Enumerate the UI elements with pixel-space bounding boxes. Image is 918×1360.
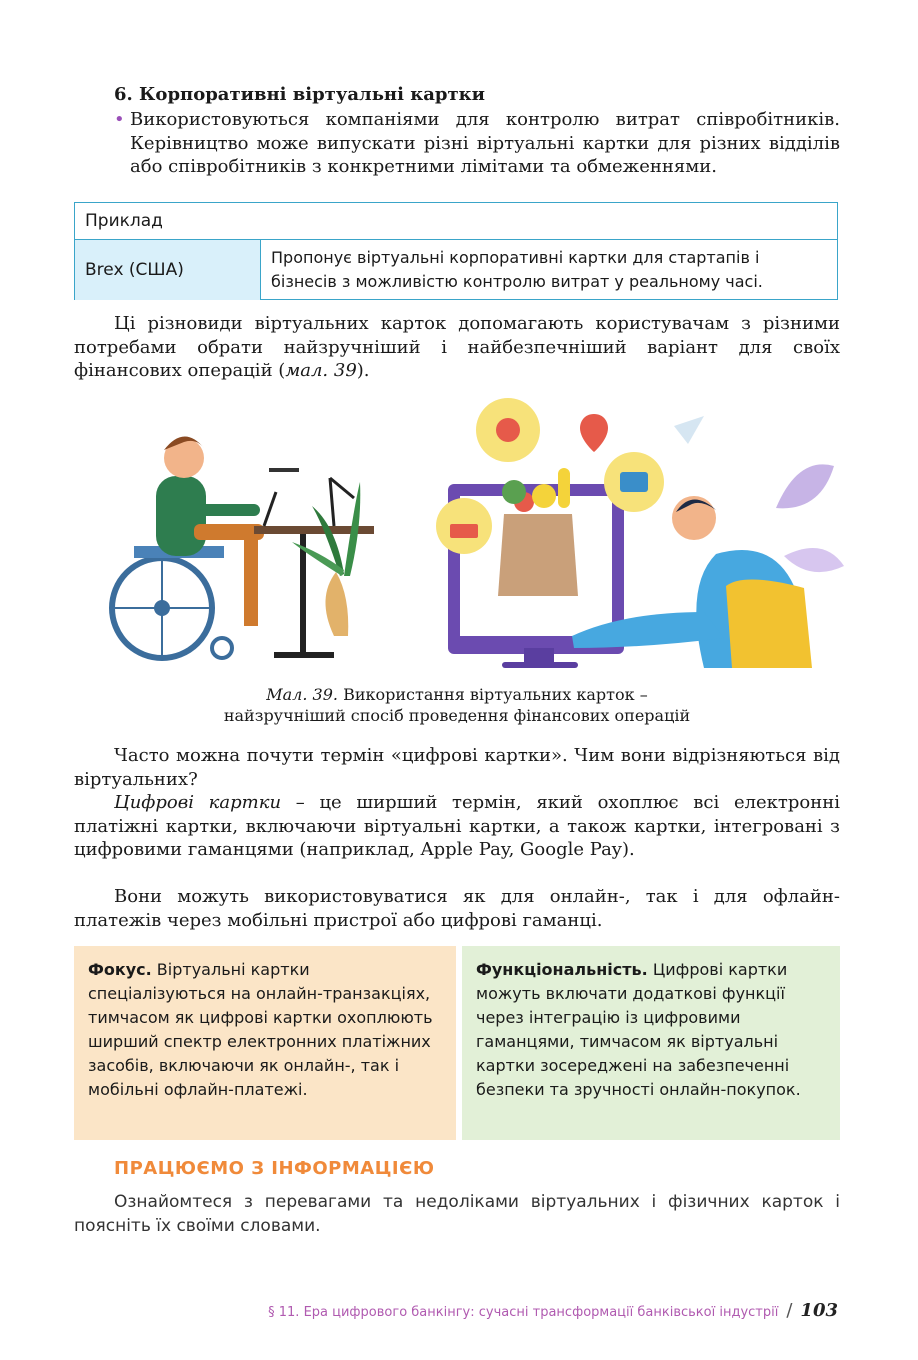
wheelchair-user-illustration: [112, 436, 374, 658]
function-text: Цифрові картки можуть включати додаткові функції через інтеграцію із цифровими гаманцями, тимчасом як віртуальні картки зосереджені на забезпеченні безпеки та зручності онлайн-покупок.: [476, 960, 801, 1099]
paragraph-digital-cards: Цифрові картки – це ширший термін, який охоплює всі електронні платіжні картки, включаючи віртуальні картки, а також картки, інтегровані з цифровими гаманцями (наприклад, Apple Pay, Google Pay).: [74, 792, 841, 860]
work-text: Ознайомтеся з перевагами та недоліками віртуальних і фізичних карток і поясніть їх своїми словами.: [74, 1192, 840, 1236]
figure-illustration: [104, 386, 844, 668]
function-title: Функціональність.: [476, 960, 648, 979]
figure-label: Мал. 39.: [266, 685, 338, 704]
footer-chapter: § 11. Ера цифрового банкінгу: сучасні трансформації банківської індустрії: [268, 1305, 779, 1320]
work-heading: ПРАЦЮЄМО З ІНФОРМАЦІЄЮ: [114, 1158, 435, 1179]
focus-box: [74, 946, 456, 1140]
bullet-item: [114, 108, 840, 179]
bullet-dot-icon: •: [114, 109, 125, 130]
figure-caption: Мал. 39. Використання віртуальних карток – найзручніший спосіб проведення фінансових операцій: [223, 685, 691, 725]
footer-separator: /: [786, 1300, 793, 1321]
example-table-row: [75, 240, 837, 300]
paragraph-variants: Ці різновиди віртуальних карток допомагають користувачам з різними потребами обрати найзручніший і найбезпечніший варіант для своїх фінансових операцій (мал. 39).: [74, 313, 840, 381]
example-table: [74, 202, 838, 300]
page-number: 103: [800, 1300, 838, 1321]
figure-reference: мал. 39: [285, 360, 357, 381]
term-digital-cards: Цифрові картки: [114, 792, 282, 813]
section-title: 6. Корпоративні віртуальні картки: [114, 84, 485, 105]
bullet-text: Використовуються компаніями для контролю витрат співробітників. Керівництво може випускати різні віртуальні картки для різних відділів або співробітників з конкретними лімітами та обмеженнями.: [130, 109, 840, 177]
online-shopping-illustration: [436, 398, 844, 668]
example-company-name: Brex (США): [75, 240, 261, 300]
page-footer: [268, 1300, 838, 1321]
focus-title: Фокус.: [88, 960, 152, 979]
example-company-description: Пропонує віртуальні корпоративні картки для стартапів і бізнесів з можливістю контролю витрат у реальному часі.: [271, 248, 763, 291]
paragraph-question: Часто можна почути термін «цифрові картки». Чим вони відрізняються від віртуальних?: [74, 745, 840, 790]
paragraph-usage: Вони можуть використовуватися як для онлайн-, так і для офлайн-платежів через мобільні пристрої або цифрові гаманці.: [74, 886, 840, 931]
focus-text: Віртуальні картки спеціалізуються на онлайн-транзакціях, тимчасом як цифрові картки охоплюють ширший спектр електронних платіжних засобів, включаючи як онлайн-, так і мобільні офлайн-платежі.: [88, 960, 433, 1099]
function-box: [462, 946, 840, 1140]
example-table-header: Приклад: [75, 203, 837, 240]
